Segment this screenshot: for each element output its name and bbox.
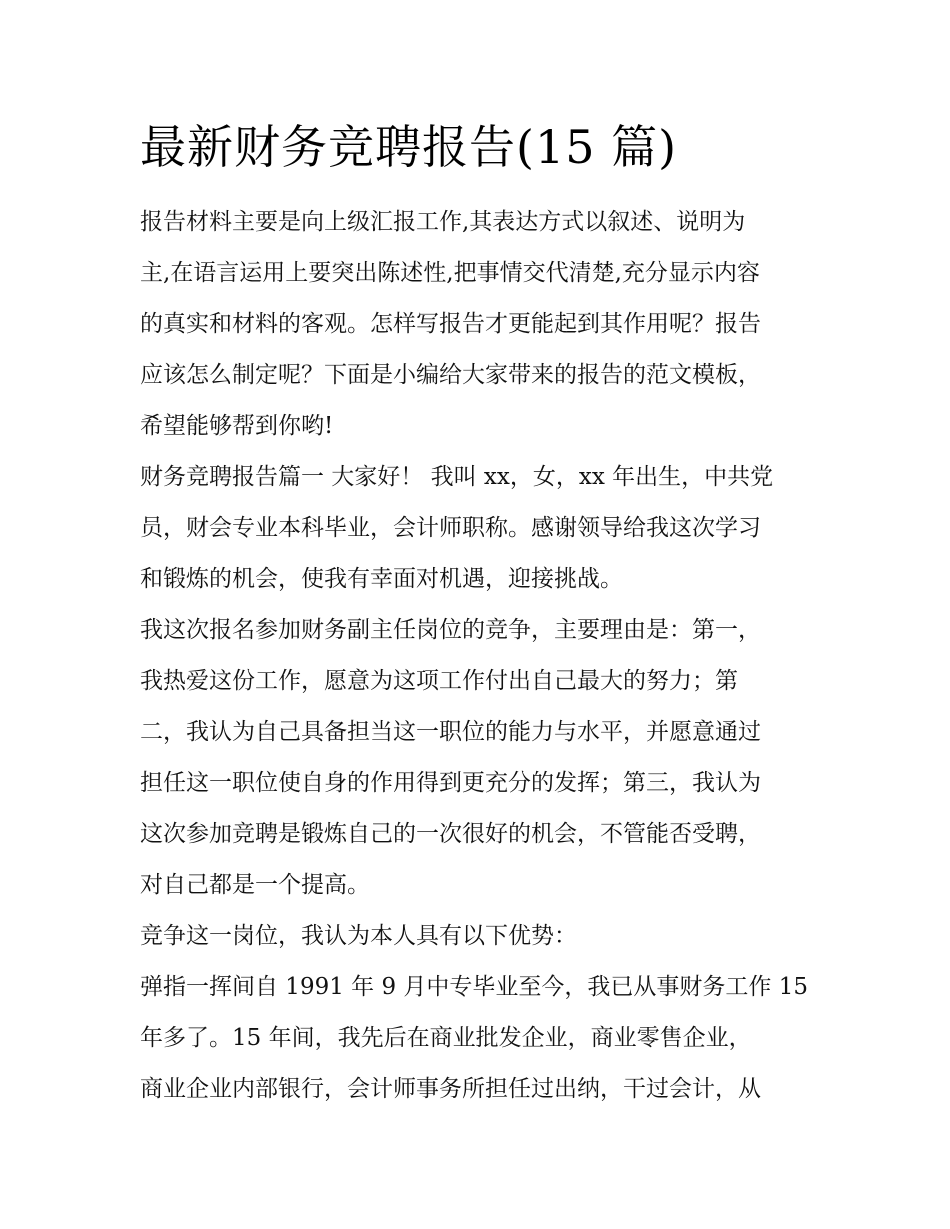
text-line: 年多了。15 年间，我先后在商业批发企业，商业零售企业， xyxy=(140,1025,752,1051)
text-line: 希望能够帮到你哟! xyxy=(140,413,334,439)
text-line: 这次参加竞聘是锻炼自己的一次很好的机会，不管能否受聘， xyxy=(140,821,761,847)
text-line: 担任这一职位使自身的作用得到更充分的发挥；第三，我认为 xyxy=(140,770,761,796)
text-line: 二，我认为自己具备担当这一职位的能力与水平，并愿意通过 xyxy=(140,719,761,745)
text-line: 员，财会专业本科毕业，会计师职称。感谢领导给我这次学习 xyxy=(140,515,761,541)
text-line: 我这次报名参加财务副主任岗位的竞争，主要理由是：第一， xyxy=(140,617,761,643)
text-line: 对自己都是一个提高。 xyxy=(140,872,370,898)
text-line: 应该怎么制定呢？下面是小编给大家带来的报告的范文模板， xyxy=(140,362,761,388)
text-line: 的真实和材料的客观。怎样写报告才更能起到其作用呢？报告 xyxy=(140,311,761,337)
text-line: 我热爱这份工作，愿意为这项工作付出自己最大的努力；第 xyxy=(140,668,738,694)
text-line: 财务竞聘报告篇一 大家好！ 我叫 xx，女，xx 年出生，中共党 xyxy=(140,464,774,490)
text-line: 报告材料主要是向上级汇报工作,其表达方式以叙述、说明为 xyxy=(140,209,746,235)
text-line: 商业企业内部银行，会计师事务所担任过出纳，干过会计，从 xyxy=(140,1076,761,1102)
document-title: 最新财务竞聘报告(15 篇) xyxy=(140,120,678,174)
text-line: 竞争这一岗位，我认为本人具有以下优势： xyxy=(140,923,577,949)
text-line: 弹指一挥间自 1991 年 9 月中专毕业至今，我已从事财务工作 15 xyxy=(140,974,808,1000)
text-line: 和锻炼的机会，使我有幸面对机遇，迎接挑战。 xyxy=(140,566,623,592)
text-line: 主,在语言运用上要突出陈述性,把事情交代清楚,充分显示内容 xyxy=(140,260,760,286)
